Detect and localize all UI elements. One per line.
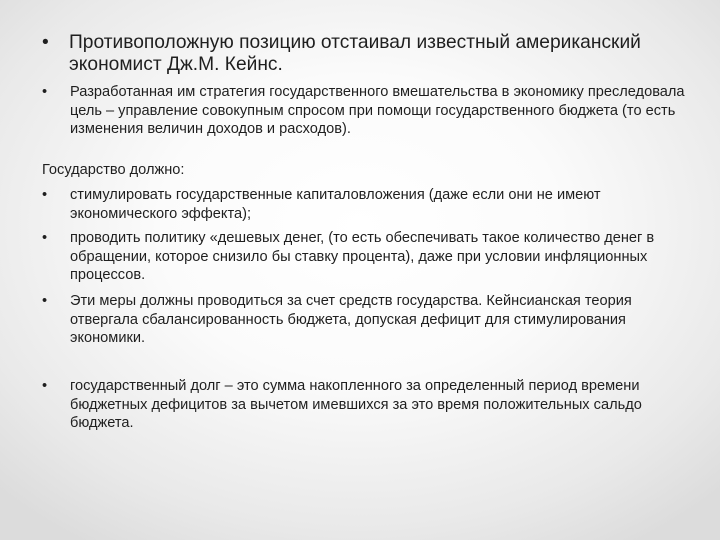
bullet-marker: • <box>42 378 48 394</box>
bullet-item-public-debt <box>42 377 692 433</box>
bullet-item-cheap-money <box>42 229 692 285</box>
bullet-text: государственный долг – это сумма накопленного за определенный период времени бюджетных дефицитов за вычетом имевшихся за это время положительных сальдо бюджета. <box>70 378 642 432</box>
bullet-item-state-funds <box>42 292 692 348</box>
bullet-item-investment <box>42 186 692 223</box>
bullet-marker: • <box>42 230 48 246</box>
bullet-item-strategy <box>42 83 692 139</box>
state-must-heading: Государство должно: <box>42 162 185 178</box>
bullet-text: Разработанная им стратегия государственного вмешательства в экономику преследовала цель – управление совокупным спросом при помощи государственного бюджета (то есть изменения величин доходов и расходов). <box>70 84 685 138</box>
bullet-text: Противоположную позицию отстаивал известный американский экономист Дж.М. Кейнс. <box>69 32 641 75</box>
bullet-marker: • <box>42 32 49 53</box>
bullet-marker: • <box>42 293 48 309</box>
bullet-text: Эти меры должны проводиться за счет средств государства. Кейнсианская теория отвергала сбалансированность бюджета, допуская дефицит для стимулирования экономики. <box>70 293 632 347</box>
bullet-marker: • <box>42 187 48 203</box>
bullet-item-keynes-position <box>42 32 692 75</box>
bullet-text: проводить политику «дешевых денег, (то есть обеспечивать такое количество денег в обращении, которое снизило бы ставку процента), даже при условии инфляционных процессов. <box>70 230 655 284</box>
bullet-text: стимулировать государственные капиталовложения (даже если они не имеют экономического эффекта); <box>70 187 601 222</box>
bullet-marker: • <box>42 84 48 100</box>
